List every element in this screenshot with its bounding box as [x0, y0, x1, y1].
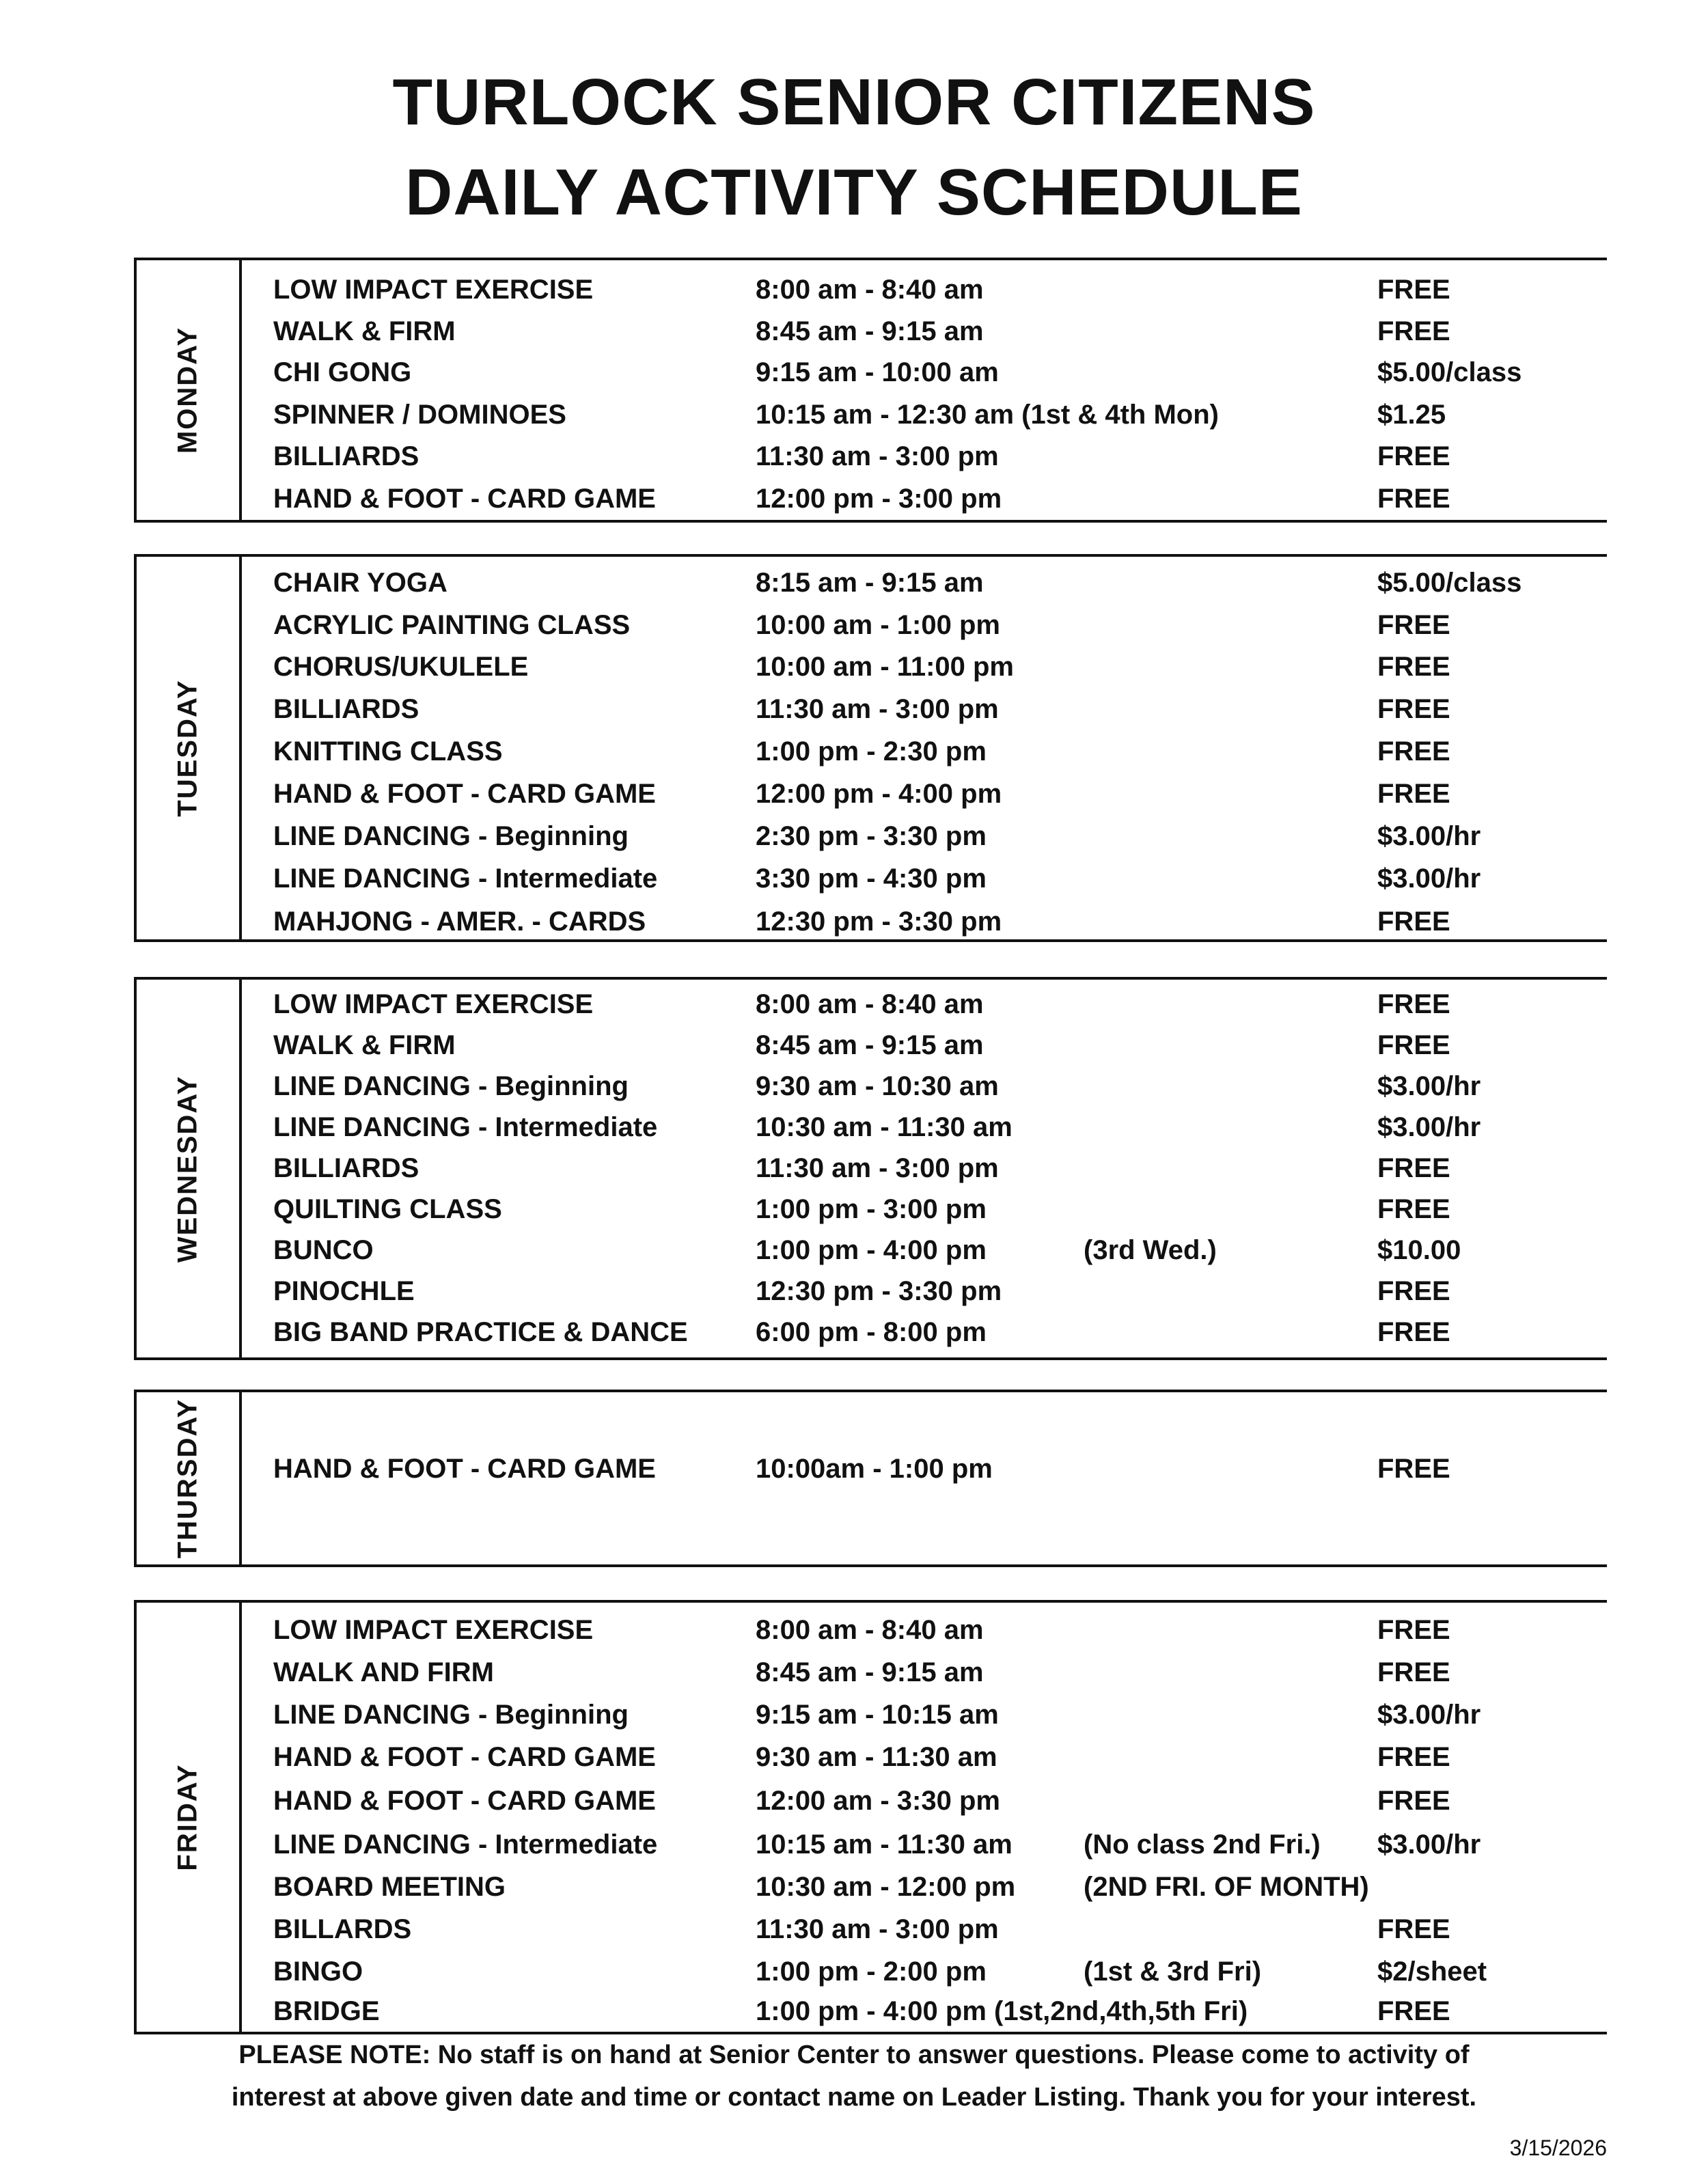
activity-time: 8:45 am - 9:15 am [756, 1657, 984, 1687]
activity-note: (3rd Wed.) [1084, 1235, 1217, 1265]
schedule-row [134, 394, 1607, 435]
activity-fee: FREE [1377, 275, 1450, 305]
activity-time: 11:30 am - 3:00 pm [756, 1153, 999, 1183]
activity-fee: $5.00/class [1377, 568, 1522, 598]
activity-time: 8:00 am - 8:40 am [756, 275, 984, 305]
activity-name: WALK & FIRM [273, 1030, 456, 1060]
activity-fee: FREE [1377, 1615, 1450, 1645]
activity-name: LINE DANCING - Intermediate [273, 864, 658, 894]
activity-name: BILLARDS [273, 1914, 412, 1944]
activity-name: LOW IMPACT EXERCISE [273, 275, 594, 305]
activity-time: 10:15 am - 11:30 am [756, 1829, 1013, 1860]
activity-fee: $5.00/class [1377, 357, 1522, 387]
schedule-row [134, 1824, 1607, 1865]
activity-time: 10:00 am - 11:00 pm [756, 652, 1014, 682]
day-label: MONDAY [172, 326, 203, 454]
activity-name: BILLIARDS [273, 694, 419, 724]
activity-name: CHORUS/UKULELE [273, 652, 529, 682]
activity-name: MAHJONG - AMER. - CARDS [273, 907, 646, 937]
activity-fee: FREE [1377, 484, 1450, 514]
schedule-row [134, 436, 1607, 477]
activity-fee: $2/sheet [1377, 1957, 1487, 1987]
activity-time: 3:30 pm - 4:30 pm [756, 864, 987, 894]
schedule-row [134, 1909, 1607, 1950]
activity-note: (No class 2nd Fri.) [1084, 1829, 1321, 1860]
activity-time: 1:00 pm - 4:00 pm (1st,2nd,4th,5th Fri) [756, 1996, 1248, 2026]
schedule-row [134, 1951, 1607, 1992]
activity-time: 12:30 pm - 3:30 pm [756, 1276, 1002, 1306]
revision-date: 3/15/2026 [1509, 2136, 1607, 2160]
activity-name: BILLIARDS [273, 1153, 419, 1183]
activity-name: HAND & FOOT - CARD GAME [273, 484, 656, 514]
activity-fee: $3.00/hr [1377, 1071, 1481, 1101]
activity-fee: FREE [1377, 907, 1450, 937]
activity-fee: FREE [1377, 1996, 1450, 2026]
activity-fee: FREE [1377, 1454, 1450, 1484]
activity-name: LINE DANCING - Intermediate [273, 1829, 658, 1860]
schedule-row [134, 984, 1607, 1025]
activity-fee: FREE [1377, 779, 1450, 809]
schedule-row [134, 1780, 1607, 1821]
schedule-row [134, 605, 1607, 646]
schedule-row [134, 1148, 1607, 1189]
schedule-row [134, 689, 1607, 730]
activity-time: 8:00 am - 8:40 am [756, 989, 984, 1019]
schedule-row [134, 1271, 1607, 1312]
activity-fee: FREE [1377, 1914, 1450, 1944]
day-label: TUESDAY [172, 679, 203, 817]
day-label: WEDNESDAY [172, 1075, 203, 1262]
activity-name: QUILTING CLASS [273, 1194, 502, 1224]
activity-name: CHI GONG [273, 357, 412, 387]
activity-time: 11:30 am - 3:00 pm [756, 1914, 999, 1944]
activity-time: 1:00 pm - 2:30 pm [756, 736, 987, 767]
activity-note: (2ND FRI. OF MONTH) [1084, 1872, 1369, 1902]
activity-time: 1:00 pm - 2:00 pm [756, 1957, 987, 1987]
activity-time: 1:00 pm - 3:00 pm [756, 1194, 987, 1224]
activity-name: HAND & FOOT - CARD GAME [273, 1786, 656, 1816]
activity-note: (1st & 3rd Fri) [1084, 1957, 1262, 1987]
activity-time: 12:30 pm - 3:30 pm [756, 907, 1002, 937]
schedule-row [134, 901, 1607, 942]
schedule-row [134, 773, 1607, 814]
page-title: TURLOCK SENIOR CITIZENS [392, 66, 1316, 139]
activity-fee: $10.00 [1377, 1235, 1461, 1265]
activity-fee: FREE [1377, 610, 1450, 640]
schedule-row [134, 1025, 1607, 1066]
activity-time: 10:30 am - 12:00 pm [756, 1872, 1016, 1902]
activity-fee: $3.00/hr [1377, 1112, 1481, 1142]
schedule-row [134, 1312, 1607, 1353]
schedule-row [134, 311, 1607, 352]
activity-fee: $3.00/hr [1377, 864, 1481, 894]
activity-name: CHAIR YOGA [273, 568, 447, 598]
activity-time: 9:15 am - 10:15 am [756, 1700, 999, 1730]
schedule-row [134, 1189, 1607, 1230]
activity-fee: FREE [1377, 316, 1450, 346]
activity-time: 10:15 am - 12:30 am (1st & 4th Mon) [756, 400, 1219, 430]
activity-name: LINE DANCING - Beginning [273, 1071, 629, 1101]
schedule-row [134, 858, 1607, 899]
activity-time: 8:45 am - 9:15 am [756, 1030, 984, 1060]
schedule-row [134, 352, 1607, 393]
day-block-friday [134, 1600, 1607, 2034]
activity-fee: FREE [1377, 1153, 1450, 1183]
activity-fee: FREE [1377, 989, 1450, 1019]
activity-time: 8:00 am - 8:40 am [756, 1615, 984, 1645]
activity-time: 10:00am - 1:00 pm [756, 1454, 993, 1484]
day-block-tuesday [134, 554, 1607, 942]
activity-time: 11:30 am - 3:00 pm [756, 441, 999, 471]
activity-fee: FREE [1377, 736, 1450, 767]
activity-time: 8:45 am - 9:15 am [756, 316, 984, 346]
activity-time: 11:30 am - 3:00 pm [756, 694, 999, 724]
activity-name: PINOCHLE [273, 1276, 415, 1306]
schedule-row [134, 1610, 1607, 1651]
activity-name: WALK & FIRM [273, 316, 456, 346]
activity-time: 12:00 pm - 4:00 pm [756, 779, 1002, 809]
schedule-row [134, 1066, 1607, 1107]
activity-fee: FREE [1377, 1657, 1450, 1687]
activity-name: BUNCO [273, 1235, 374, 1265]
activity-time: 10:30 am - 11:30 am [756, 1112, 1013, 1142]
activity-name: BINGO [273, 1957, 363, 1987]
schedule-row [134, 646, 1607, 687]
schedule-row [134, 1737, 1607, 1778]
activity-time: 9:30 am - 11:30 am [756, 1742, 997, 1772]
activity-time: 12:00 pm - 3:00 pm [756, 484, 1002, 514]
activity-fee: FREE [1377, 1317, 1450, 1347]
activity-fee: FREE [1377, 652, 1450, 682]
activity-fee: FREE [1377, 694, 1450, 724]
activity-name: LINE DANCING - Beginning [273, 1700, 629, 1730]
activity-name: HAND & FOOT - CARD GAME [273, 779, 656, 809]
day-block-monday [134, 258, 1607, 523]
activity-fee: $1.25 [1377, 400, 1446, 430]
activity-name: LOW IMPACT EXERCISE [273, 1615, 594, 1645]
activity-name: HAND & FOOT - CARD GAME [273, 1742, 656, 1772]
schedule-row [134, 478, 1607, 519]
activity-fee: $3.00/hr [1377, 821, 1481, 851]
activity-name: HAND & FOOT - CARD GAME [273, 1454, 656, 1484]
schedule-row [134, 731, 1607, 772]
activity-fee: FREE [1377, 1786, 1450, 1816]
activity-name: KNITTING CLASS [273, 736, 503, 767]
day-block-wednesday [134, 977, 1607, 1360]
day-label: THURSDAY [172, 1398, 203, 1559]
schedule-row [134, 1991, 1607, 2032]
activity-time: 9:30 am - 10:30 am [756, 1071, 999, 1101]
activity-time: 2:30 pm - 3:30 pm [756, 821, 987, 851]
schedule-row [134, 1230, 1607, 1271]
activity-time: 6:00 pm - 8:00 pm [756, 1317, 987, 1347]
activity-name: ACRYLIC PAINTING CLASS [273, 610, 631, 640]
schedule-row [134, 562, 1607, 603]
activity-name: SPINNER / DOMINOES [273, 400, 566, 430]
activity-fee: $3.00/hr [1377, 1700, 1481, 1730]
schedule-row [134, 1107, 1607, 1148]
schedule-row [134, 269, 1607, 310]
schedule-row [134, 1448, 1607, 1489]
schedule-row [134, 1866, 1607, 1907]
activity-name: BOARD MEETING [273, 1872, 506, 1902]
footer-note-line1: PLEASE NOTE: No staff is on hand at Senior Center to answer questions. Please come to activity of [238, 2041, 1470, 2069]
activity-name: LOW IMPACT EXERCISE [273, 989, 594, 1019]
activity-name: BIG BAND PRACTICE & DANCE [273, 1317, 688, 1347]
activity-name: LINE DANCING - Intermediate [273, 1112, 658, 1142]
activity-fee: FREE [1377, 1030, 1450, 1060]
activity-time: 12:00 am - 3:30 pm [756, 1786, 1000, 1816]
day-block-thursday [134, 1390, 1607, 1567]
activity-fee: FREE [1377, 441, 1450, 471]
activity-name: BRIDGE [273, 1996, 380, 2026]
activity-fee: FREE [1377, 1742, 1450, 1772]
activity-name: BILLIARDS [273, 441, 419, 471]
activity-fee: $3.00/hr [1377, 1829, 1481, 1860]
activity-name: LINE DANCING - Beginning [273, 821, 629, 851]
activity-fee: FREE [1377, 1194, 1450, 1224]
schedule-row [134, 1652, 1607, 1693]
schedule-row [134, 816, 1607, 857]
activity-time: 9:15 am - 10:00 am [756, 357, 999, 387]
page-subtitle: DAILY ACTIVITY SCHEDULE [405, 156, 1303, 229]
activity-fee: FREE [1377, 1276, 1450, 1306]
footer-note-line2: interest at above given date and time or contact name on Leader Listing. Thank you for your interest. [231, 2083, 1477, 2112]
day-label: FRIDAY [172, 1763, 203, 1871]
schedule-row [134, 1694, 1607, 1735]
activity-time: 1:00 pm - 4:00 pm [756, 1235, 987, 1265]
activity-name: WALK AND FIRM [273, 1657, 494, 1687]
activity-time: 8:15 am - 9:15 am [756, 568, 984, 598]
activity-time: 10:00 am - 1:00 pm [756, 610, 1000, 640]
